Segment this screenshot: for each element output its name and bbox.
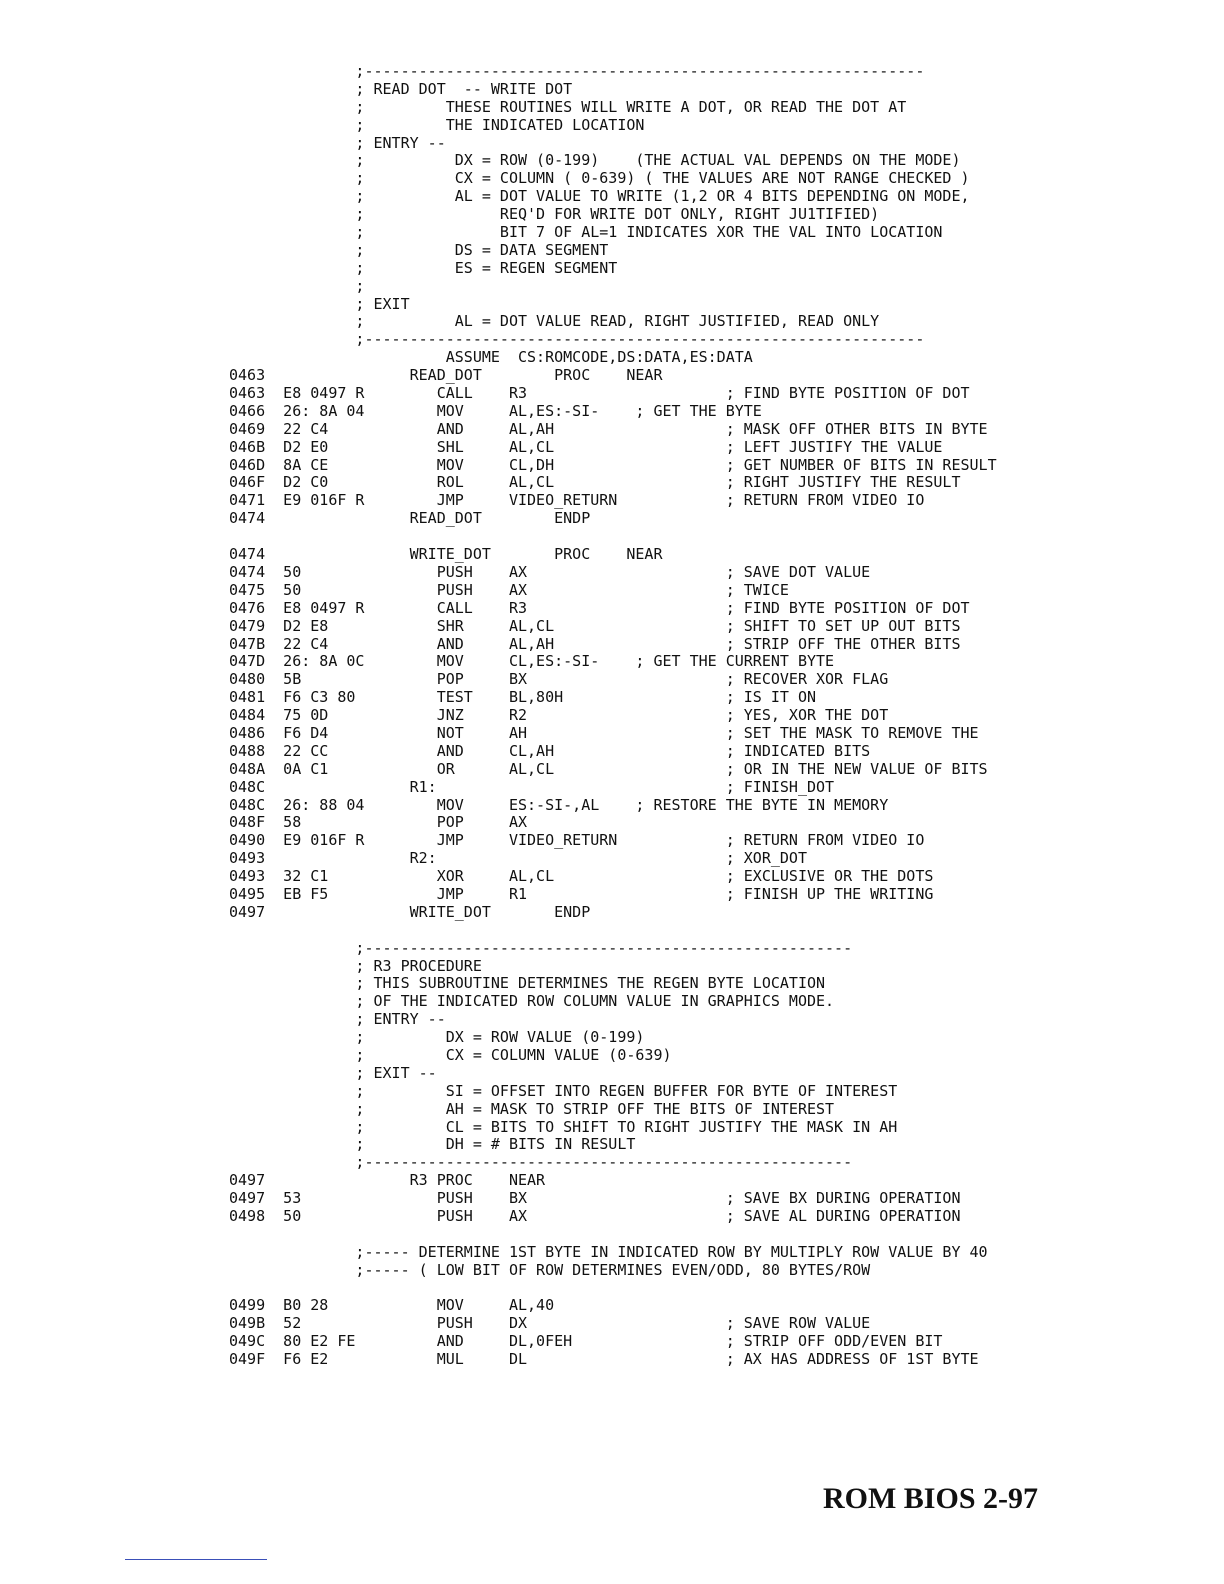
listing-line [229,528,997,546]
listing-line: ; DX = ROW VALUE (0-199) [229,1028,645,1047]
listing-line: ; ENTRY -- [229,1010,446,1029]
listing-line: ; OF THE INDICATED ROW COLUMN VALUE IN GRAPHICS MODE. [229,992,835,1011]
listing-line: ; CX = COLUMN VALUE (0-639) [229,1045,672,1064]
listing-line: ; AL = DOT VALUE TO WRITE (1,2 OR 4 BITS DEPENDING ON MODE, [229,187,970,206]
listing-line: 046F D2 C0 ROL AL,CL ; RIGHT JUSTIFY THE RESULT [229,473,961,492]
listing-line: 0498 50 PUSH AX ; SAVE AL DURING OPERATION [229,1207,961,1225]
listing-line: ; AH = MASK TO STRIP OFF THE BITS OF INTEREST [229,1099,835,1118]
listing-line: 0497 WRITE_DOT ENDP [229,902,591,921]
listing-line: 0490 E9 016F R JMP VIDEO_RETURN ; RETURN FROM VIDEO IO [229,831,925,850]
listing-line: ; EXIT -- [229,1063,437,1082]
listing-line: 047D 26: 8A 0C MOV CL,ES:-SI- ; GET THE CURRENT BYTE [229,652,835,671]
listing-line: 0497 53 PUSH BX ; SAVE BX DURING OPERATION [229,1189,961,1208]
listing-line: 046B D2 E0 SHL AL,CL ; LEFT JUSTIFY THE VALUE [229,437,943,456]
listing-line: 0474 WRITE_DOT PROC NEAR [229,545,663,564]
listing-line: ; DH = # BITS IN RESULT [229,1135,636,1154]
assembly-listing [229,63,997,1369]
listing-line: 049C 80 E2 FE AND DL,0FEH ; STRIP OFF ODD/EVEN BIT [229,1332,943,1351]
listing-line: ; DS = DATA SEGMENT [229,240,609,259]
listing-line: 0480 5B POP BX ; RECOVER XOR FLAG [229,670,889,689]
listing-line: 048A 0A C1 OR AL,CL ; OR IN THE NEW VALUE OF BITS [229,759,988,778]
listing-line: ; BIT 7 OF AL=1 INDICATES XOR THE VAL INTO LOCATION [229,223,943,242]
listing-line: ; CL = BITS TO SHIFT TO RIGHT JUSTIFY THE MASK IN AH [229,1117,898,1136]
listing-line: 0476 E8 0497 R CALL R3 ; FIND BYTE POSITION OF DOT [229,598,970,617]
listing-line: 048F 58 POP AX [229,813,528,832]
listing-line: 047B 22 C4 AND AL,AH ; STRIP OFF THE OTHER BITS [229,634,961,653]
listing-line: ; CX = COLUMN ( 0-639) ( THE VALUES ARE NOT RANGE CHECKED ) [229,169,970,188]
listing-line: ; READ DOT -- WRITE DOT [229,79,573,98]
listing-line: ; SI = OFFSET INTO REGEN BUFFER FOR BYTE OF INTEREST [229,1081,898,1100]
listing-line: 0479 D2 E8 SHR AL,CL ; SHIFT TO SET UP OUT BITS [229,616,961,635]
listing-line: ; ENTRY -- [229,133,446,152]
listing-line: ; DX = ROW (0-199) (THE ACTUAL VAL DEPENDS ON THE MODE) [229,151,961,170]
listing-line: ; ES = REGEN SEGMENT [229,258,618,277]
listing-line: 046D 8A CE MOV CL,DH ; GET NUMBER OF BITS IN RESULT [229,455,997,474]
listing-line: 0497 R3 PROC NEAR [229,1171,546,1190]
listing-line: 0481 F6 C3 80 TEST BL,80H ; IS IT ON [229,688,816,707]
listing-line [229,1280,997,1298]
listing-line: 049F F6 E2 MUL DL ; AX HAS ADDRESS OF 1ST BYTE [229,1350,979,1369]
listing-line: ; [229,276,365,295]
listing-line: 0469 22 C4 AND AL,AH ; MASK OFF OTHER BITS IN BYTE [229,419,988,438]
listing-line: ;-------------------------------------------------------------- [229,330,925,349]
listing-line: 0466 26: 8A 04 MOV AL,ES:-SI- ; GET THE BYTE [229,401,762,420]
listing-line: 049B 52 PUSH DX ; SAVE ROW VALUE [229,1314,871,1333]
listing-line: 0471 E9 016F R JMP VIDEO_RETURN ; RETURN FROM VIDEO IO [229,491,925,510]
listing-line: 0486 F6 D4 NOT AH ; SET THE MASK TO REMOVE THE [229,723,979,742]
listing-line [229,922,997,940]
listing-line: 0493 32 C1 XOR AL,CL ; EXCLUSIVE OR THE DOTS [229,867,934,886]
listing-line: ; THIS SUBROUTINE DETERMINES THE REGEN BYTE LOCATION [229,974,826,993]
listing-line: ;-------------------------------------------------------------- [229,62,925,80]
listing-line: ;------------------------------------------------------ [229,1153,853,1172]
listing-line: ; REQ'D FOR WRITE DOT ONLY, RIGHT JU1TIFIED) [229,205,880,224]
listing-line: 0488 22 CC AND CL,AH ; INDICATED BITS [229,741,871,760]
listing-line: ;------------------------------------------------------ [229,938,853,957]
listing-line: ; AL = DOT VALUE READ, RIGHT JUSTIFIED, READ ONLY [229,312,880,331]
listing-line: ASSUME CS:ROMCODE,DS:DATA,ES:DATA [229,348,753,367]
listing-line: 048C 26: 88 04 MOV ES:-SI-,AL ; RESTORE THE BYTE IN MEMORY [229,795,889,814]
footnote-divider [125,1559,267,1560]
listing-line: 0495 EB F5 JMP R1 ; FINISH UP THE WRITING [229,884,934,903]
listing-line: 0475 50 PUSH AX ; TWICE [229,580,789,599]
listing-line: 0474 READ_DOT ENDP [229,509,591,528]
listing-line: 0463 READ_DOT PROC NEAR [229,366,663,385]
listing-line: ; EXIT [229,294,410,313]
listing-line: ;----- DETERMINE 1ST BYTE IN INDICATED ROW BY MULTIPLY ROW VALUE BY 40 [229,1242,988,1261]
listing-line: 0493 R2: ; XOR_DOT [229,849,807,868]
listing-line: 0484 75 0D JNZ R2 ; YES, XOR THE DOT [229,706,889,725]
listing-line: 048C R1: ; FINISH_DOT [229,777,835,796]
listing-line: 0499 B0 28 MOV AL,40 [229,1296,555,1315]
listing-line: 0463 E8 0497 R CALL R3 ; FIND BYTE POSITION OF DOT [229,384,970,403]
listing-line: ;----- ( LOW BIT OF ROW DETERMINES EVEN/ODD, 80 BYTES/ROW [229,1260,871,1279]
listing-line: ; THE INDICATED LOCATION [229,115,645,134]
listing-line: ; R3 PROCEDURE [229,956,482,975]
listing-line: ; THESE ROUTINES WILL WRITE A DOT, OR READ THE DOT AT [229,97,907,116]
page-footer: ROM BIOS 2-97 [822,1482,1038,1515]
listing-line: 0474 50 PUSH AX ; SAVE DOT VALUE [229,562,871,581]
listing-line [229,1226,997,1244]
